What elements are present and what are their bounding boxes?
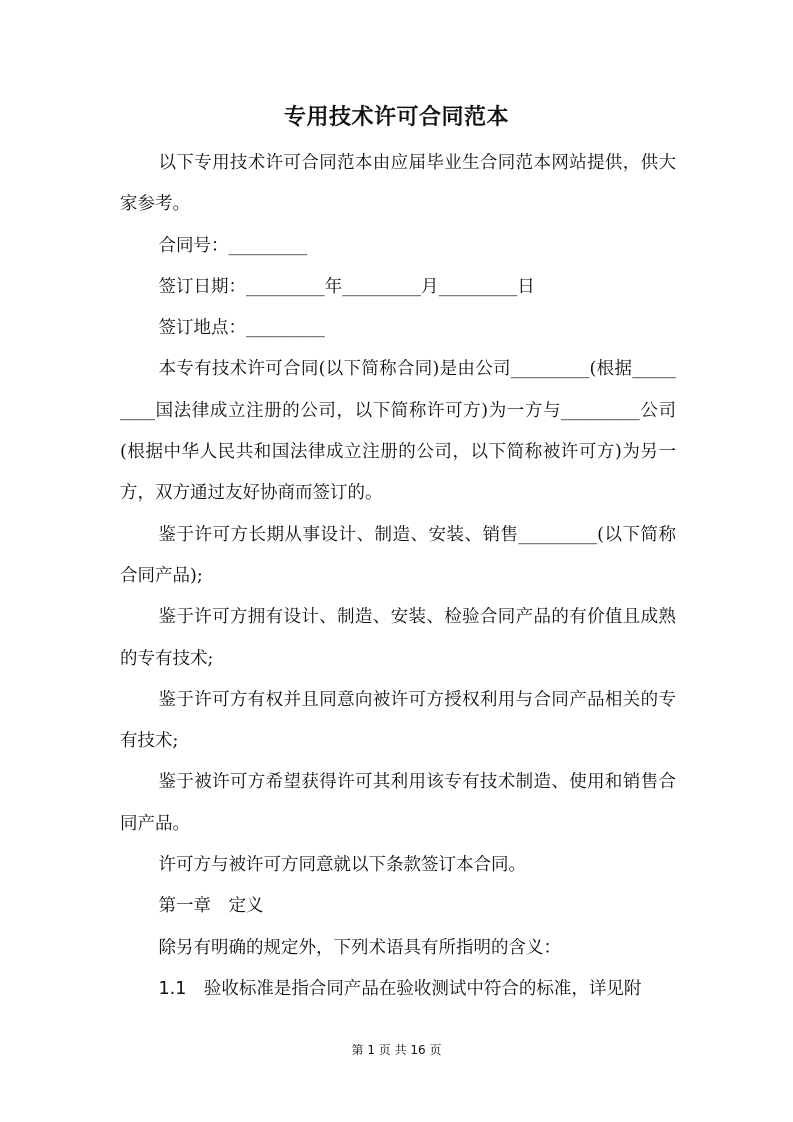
clause-1-1 [120, 969, 676, 1010]
document-body [120, 143, 676, 1010]
clause-number: 1.1 [158, 978, 187, 999]
agreement-paragraph: 许可方与被许可方同意就以下条款签订本合同。 [158, 855, 526, 876]
definitions-intro: 除另有明确的规定外，下列术语具有所指明的含义： [158, 937, 561, 958]
chapter-heading: 第一章 定义 [158, 896, 264, 917]
signing-date-line: 签订日期：_________年_________月_________日 [158, 276, 535, 297]
page-footer: 第 1 页 共 16 页 [351, 1043, 442, 1057]
clause-text: 验收标准是指合同产品在验收测试中符合的标准，详见附 [203, 978, 642, 999]
signing-place-line: 签订地点：_________ [158, 318, 325, 339]
intro-paragraph: 以下专用技术许可合同范本由应届毕业生合同范本网站提供，供大家参考。 [120, 153, 676, 215]
parties-paragraph: 本专有技术许可合同(以下简称合同)是由公司_________(根据_________国法律成立注册的公司，以下简称许可方)为一方与_________公司(根据中华人民共和国法律成立注册的公司，以下简称被许可方)为另一方，双方通过友好协商而签订的。 [120, 359, 676, 504]
whereas-paragraph-1: 鉴于许可方长期从事设计、制造、安装、销售_________(以下简称合同产品); [120, 524, 676, 586]
document-title: 专用技术许可合同范本 [283, 104, 509, 130]
whereas-paragraph-3: 鉴于许可方有权并且同意向被许可方授权利用与合同产品相关的专有技术; [120, 689, 676, 752]
whereas-paragraph-2: 鉴于许可方拥有设计、制造、安装、检验合同产品的有价值且成熟的专有技术; [120, 607, 676, 669]
whereas-paragraph-4: 鉴于被许可方希望获得许可其利用该专有技术制造、使用和销售合同产品。 [120, 772, 676, 834]
contract-number-line: 合同号：_________ [158, 235, 308, 256]
